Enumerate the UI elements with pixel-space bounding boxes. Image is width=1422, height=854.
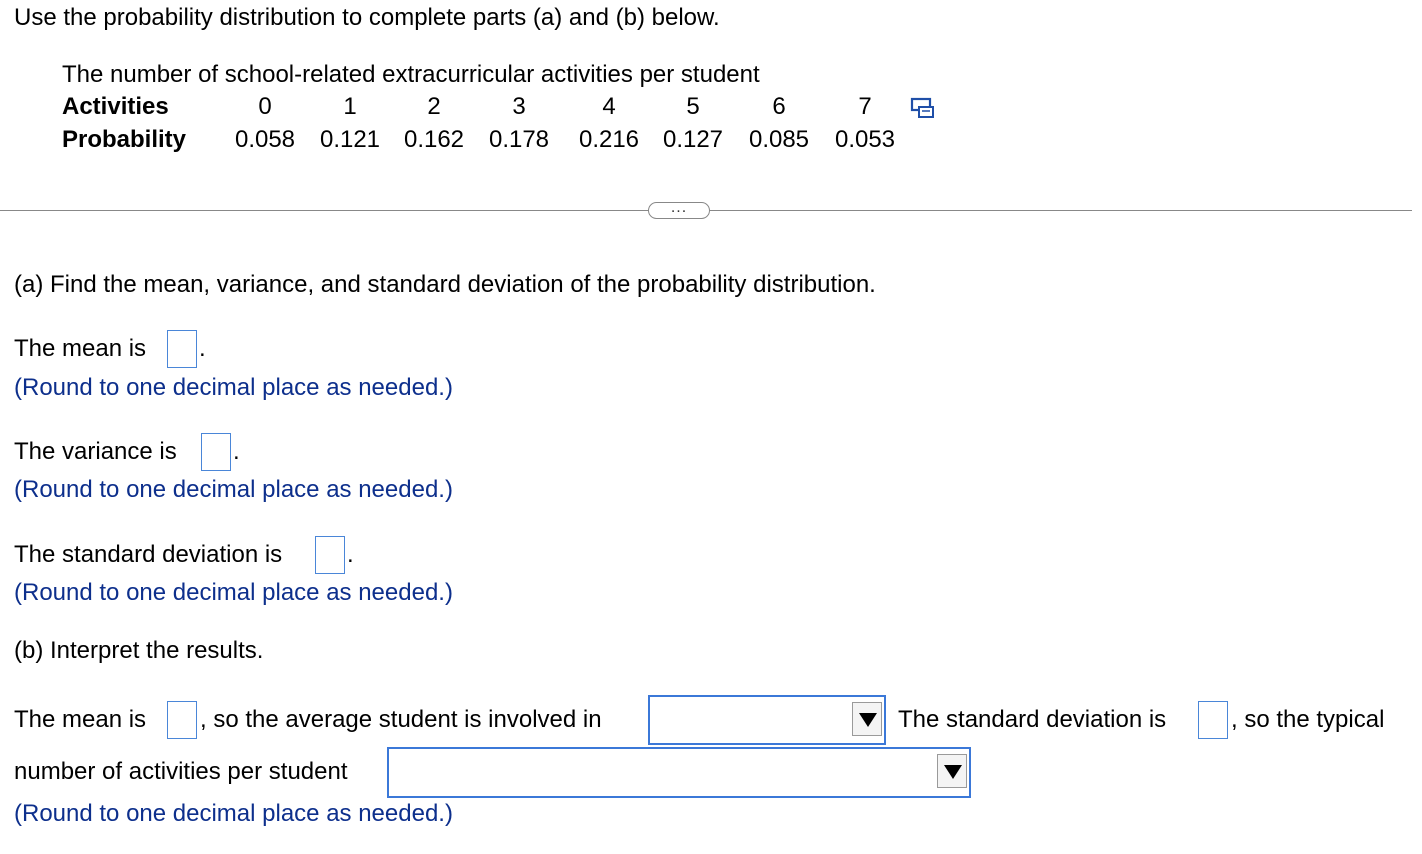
activity-cell: 5 bbox=[686, 93, 700, 120]
interpret-mean-continuation: , so the average student is involved in bbox=[200, 706, 602, 733]
sd-round-hint: (Round to one decimal place as needed.) bbox=[14, 579, 453, 606]
table-row-label-probability: Probability bbox=[62, 126, 187, 153]
interpret-mean-input[interactable] bbox=[167, 701, 197, 739]
activity-cell: 1 bbox=[343, 93, 357, 120]
sd-period: . bbox=[347, 541, 354, 568]
sd-answer-input[interactable] bbox=[315, 536, 345, 574]
spread-dropdown[interactable] bbox=[387, 747, 971, 798]
probability-cell: 0.121 bbox=[319, 126, 381, 153]
part-a-heading: (a) Find the mean, variance, and standard deviation of the probability distribution. bbox=[14, 271, 876, 298]
activity-cell: 7 bbox=[858, 93, 872, 120]
activity-cell: 6 bbox=[772, 93, 786, 120]
activity-cell: 4 bbox=[602, 93, 616, 120]
probability-cell: 0.053 bbox=[834, 126, 896, 153]
mean-period: . bbox=[199, 335, 206, 362]
expand-more-button[interactable]: ... bbox=[648, 202, 710, 219]
copy-table-icon[interactable] bbox=[910, 97, 936, 121]
probability-cell: 0.162 bbox=[403, 126, 465, 153]
probability-cell: 0.085 bbox=[748, 126, 810, 153]
interpret-line2-text: number of activities per student bbox=[14, 758, 348, 785]
probability-cell: 0.127 bbox=[662, 126, 724, 153]
probability-cell: 0.058 bbox=[234, 126, 296, 153]
question-prompt: Use the probability distribution to complete parts (a) and (b) below. bbox=[14, 4, 720, 31]
interpret-mean-label: The mean is bbox=[14, 706, 147, 733]
dropdown-arrow-icon[interactable] bbox=[852, 702, 882, 736]
interpret-sd-continuation: , so the typical bbox=[1231, 706, 1385, 733]
probability-cell: 0.178 bbox=[488, 126, 550, 153]
mean-label: The mean is bbox=[14, 335, 147, 362]
probability-cell: 0.216 bbox=[578, 126, 640, 153]
interpret-sd-input[interactable] bbox=[1198, 701, 1228, 739]
activity-cell: 0 bbox=[258, 93, 272, 120]
variance-round-hint: (Round to one decimal place as needed.) bbox=[14, 476, 453, 503]
part-b-heading: (b) Interpret the results. bbox=[14, 637, 264, 664]
variance-label: The variance is bbox=[14, 438, 177, 465]
dropdown-arrow-icon[interactable] bbox=[937, 754, 967, 788]
table-row-label-activities: Activities bbox=[62, 93, 169, 120]
variance-answer-input[interactable] bbox=[201, 433, 231, 471]
interpret-round-hint: (Round to one decimal place as needed.) bbox=[14, 800, 453, 827]
interpret-sd-label: The standard deviation is bbox=[898, 706, 1167, 733]
table-title: The number of school-related extracurricular activities per student bbox=[62, 61, 760, 88]
activity-cell: 2 bbox=[427, 93, 441, 120]
variance-period: . bbox=[233, 438, 240, 465]
mean-round-hint: (Round to one decimal place as needed.) bbox=[14, 374, 453, 401]
sd-label: The standard deviation is bbox=[14, 541, 283, 568]
mean-answer-input[interactable] bbox=[167, 330, 197, 368]
activity-cell: 3 bbox=[512, 93, 526, 120]
activity-level-dropdown[interactable] bbox=[648, 695, 886, 745]
